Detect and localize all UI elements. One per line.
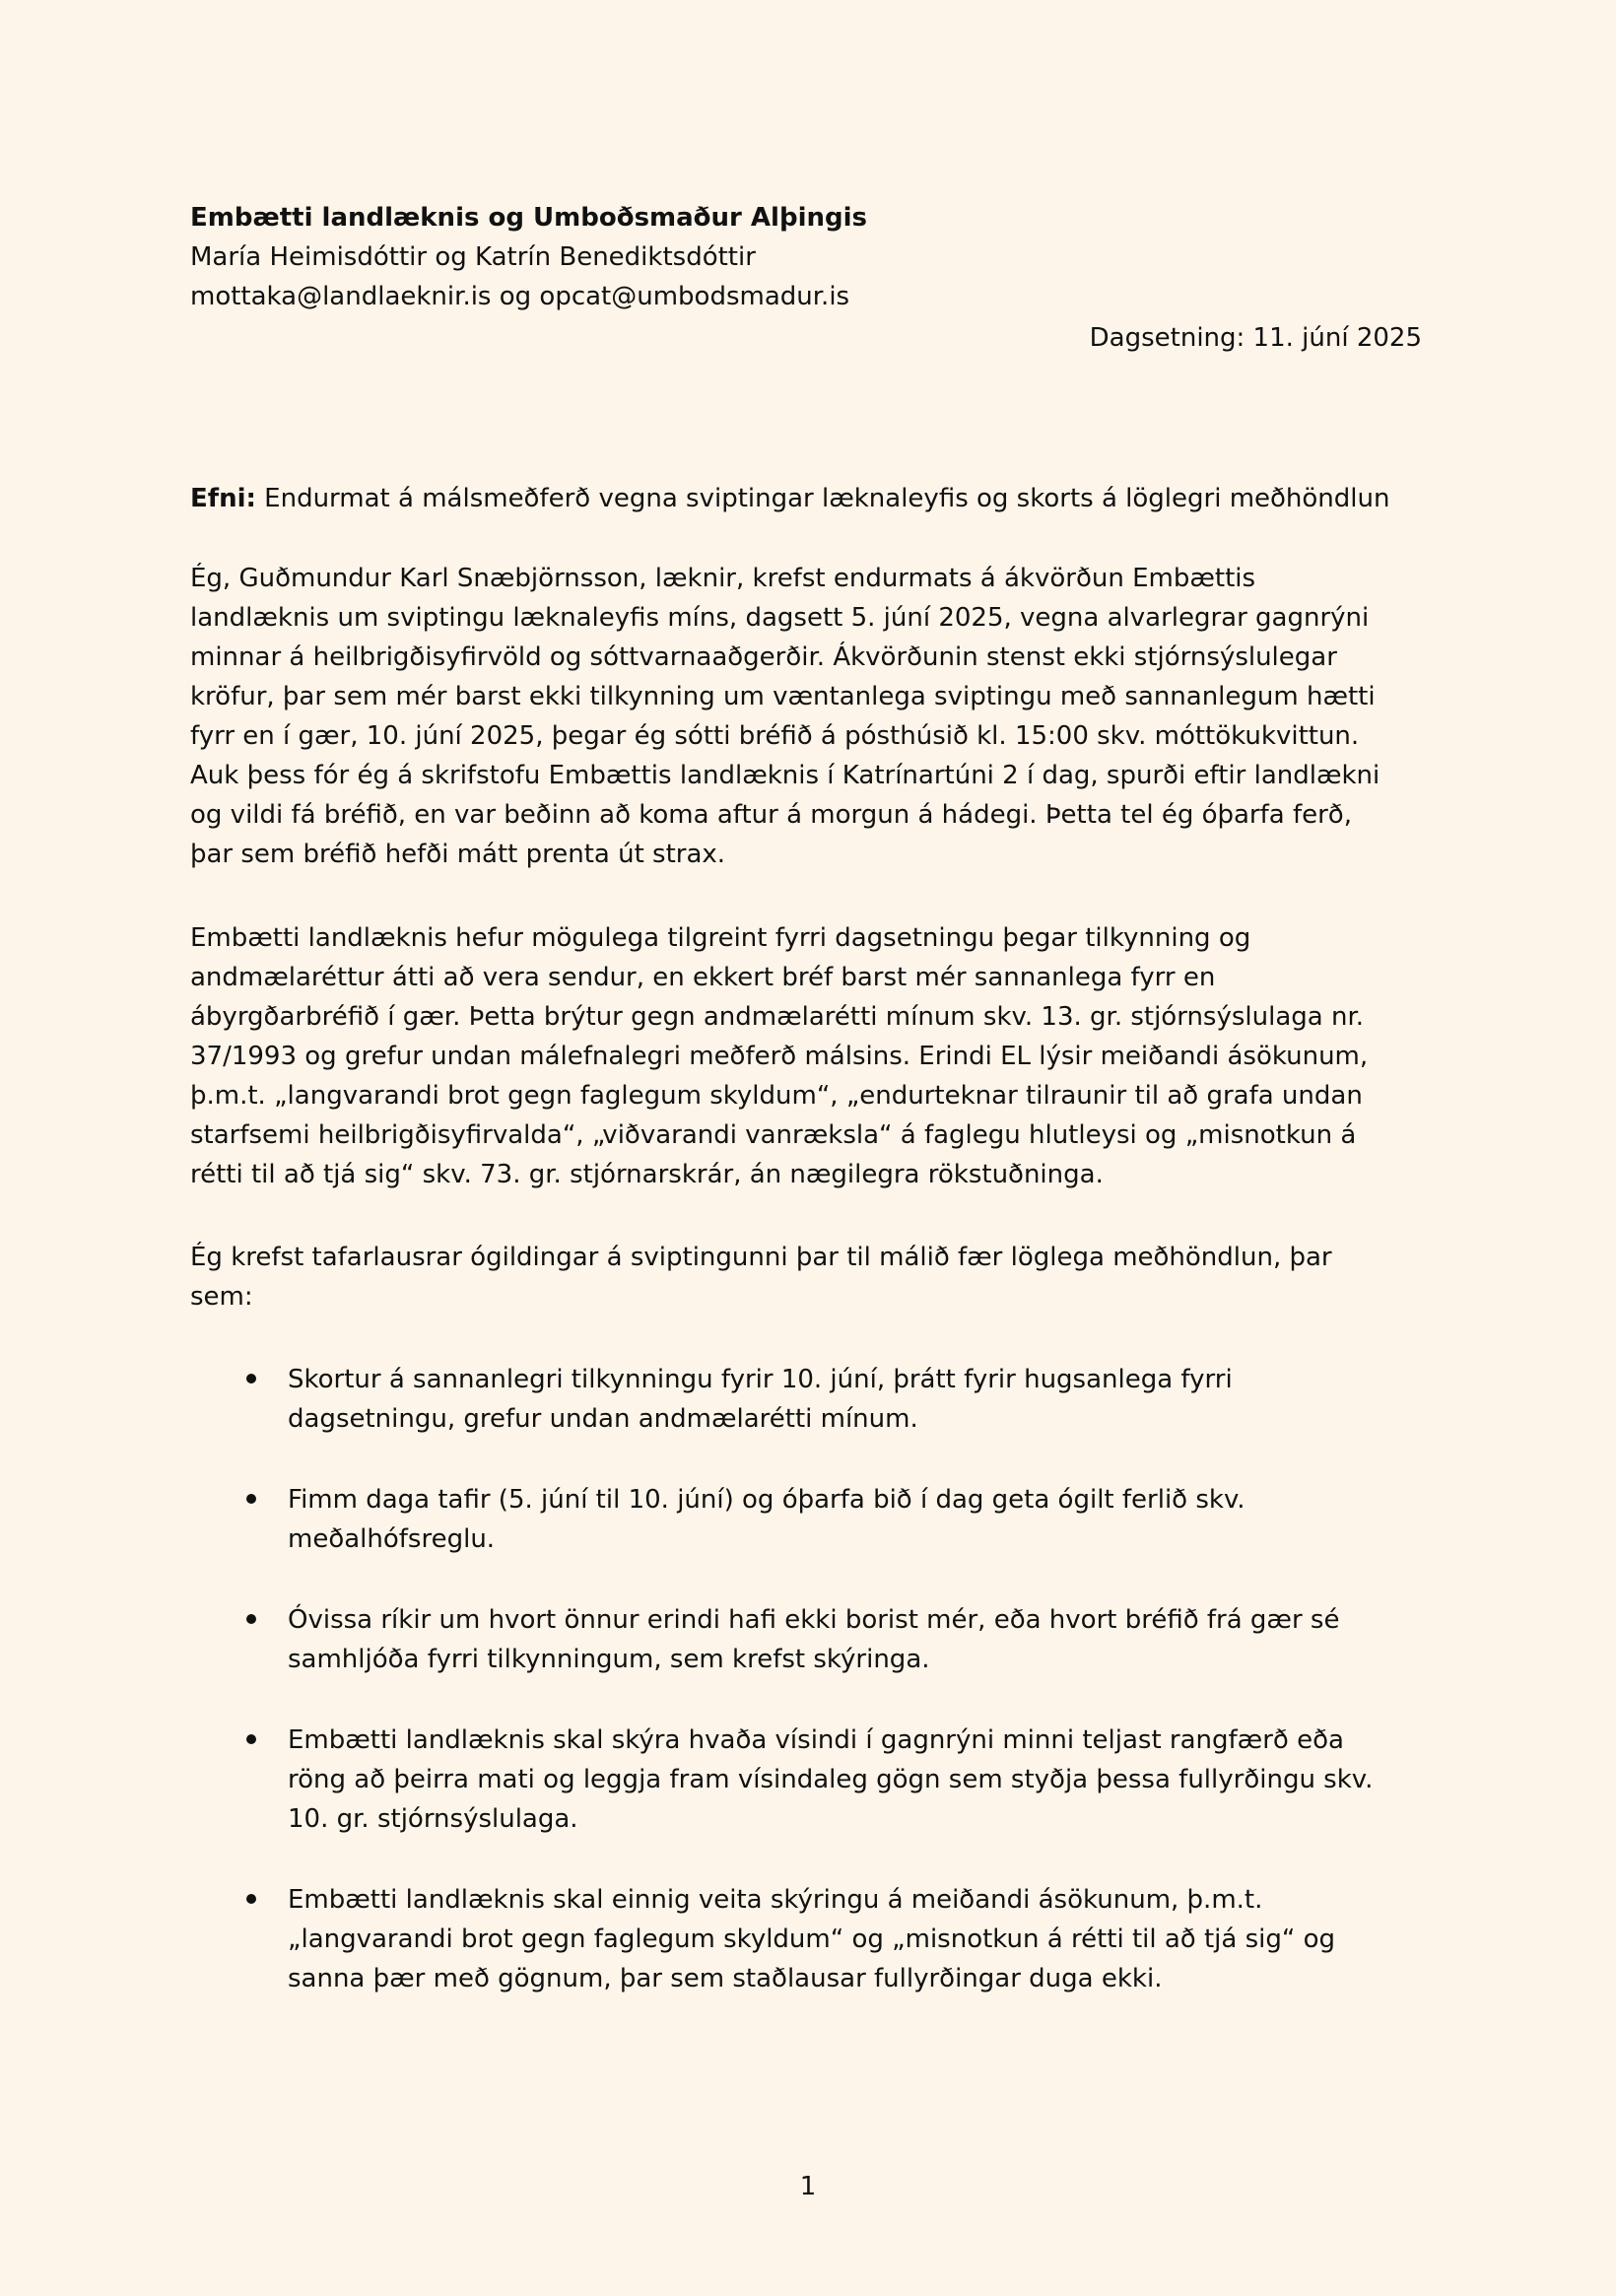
- paragraph-line: og vildi fá bréfið, en var beðinn að koma aftur á morgun á hádegi. Þetta tel ég óþarfa ferð,: [190, 800, 1352, 830]
- bullet-line: Embætti landlæknis skal skýra hvaða vísindi í gagnrýni minni teljast rangfærð eða: [288, 1725, 1344, 1755]
- bullet-line: Skortur á sannanlegri tilkynningu fyrir 10. júní, þrátt fyrir hugsanlega fyrri: [288, 1365, 1233, 1394]
- paragraph-line: landlæknis um sviptingu læknaleyfis míns, dagsett 5. júní 2025, vegna alvarlegrar gagnrýni: [190, 603, 1370, 633]
- bullet-line: samhljóða fyrri tilkynningum, sem krefst skýringa.: [288, 1645, 930, 1674]
- paragraph-line: Ég krefst tafarlausrar ógildingar á sviptingunni þar til málið fær löglega meðhöndlun, þar: [190, 1243, 1332, 1272]
- paragraph-2: [190, 918, 1422, 1194]
- paragraph-line: kröfur, þar sem mér barst ekki tilkynning um væntanlega sviptingu með sannanlegum hætti: [190, 682, 1376, 711]
- paragraph-line: 37/1993 og grefur undan málefnalegri meðferð málsins. Erindi EL lýsir meiðandi ásökunum,: [190, 1042, 1369, 1071]
- bullet-dot-icon: [246, 1734, 256, 1744]
- subject-text: Endurmat á málsmeðferð vegna sviptingar læknaleyfis og skorts á löglegri meðhöndlun: [255, 484, 1390, 513]
- letter-date: Dagsetning: 11. júní 2025: [1089, 323, 1422, 353]
- paragraph-1: [190, 559, 1422, 874]
- paragraph-line: sem:: [190, 1282, 253, 1312]
- paragraph-3: [190, 1238, 1422, 1317]
- bullet-text: [288, 1721, 1421, 1839]
- bullet-dot-icon: [246, 1894, 256, 1904]
- paragraph-line: minnar á heilbrigðisyfirvöld og sóttvarnaaðgerðir. Ákvörðunin stenst ekki stjórnsýslulegar: [190, 642, 1337, 672]
- paragraph-line: þar sem bréfið hefði mátt prenta út strax.: [190, 840, 726, 869]
- bullet-dot-icon: [246, 1614, 256, 1624]
- letter-header: [190, 198, 1422, 316]
- bullet-line: sanna þær með gögnum, þar sem staðlausar fullyrðingar duga ekki.: [288, 1964, 1163, 1993]
- bullet-text: [288, 1480, 1421, 1559]
- paragraph-line: ábyrgðarbréfið í gær. Þetta brýtur gegn andmælarétti mínum skv. 13. gr. stjórnsýslulaga nr.: [190, 1002, 1365, 1032]
- bullet-text: [288, 1880, 1421, 1998]
- bullet-line: dagsetningu, grefur undan andmælarétti mínum.: [288, 1404, 918, 1434]
- paragraph-line: Ég, Guðmundur Karl Snæbjörnsson, læknir, krefst endurmats á ákvörðun Embættis: [190, 564, 1256, 593]
- bullet-line: Óvissa ríkir um hvort önnur erindi hafi ekki borist mér, eða hvort bréfið frá gær sé: [288, 1605, 1340, 1635]
- subject-label: Efni:: [190, 484, 256, 513]
- bullet-line: 10. gr. stjórnsýslulaga.: [288, 1804, 578, 1834]
- recipient-organization: Embætti landlæknis og Umboðsmaður Alþingis: [190, 203, 867, 233]
- paragraph-line: andmælaréttur átti að vera sendur, en ekkert bréf barst mér sannanlega fyrr en: [190, 963, 1216, 992]
- recipient-emails: mottaka@landlaeknir.is og opcat@umbodsmadur.is: [190, 282, 850, 311]
- page-number: 1: [799, 2172, 817, 2201]
- bullet-text: [288, 1360, 1421, 1439]
- bullet-line: Embætti landlæknis skal einnig veita skýringu á meiðandi ásökunum, þ.m.t.: [288, 1885, 1263, 1915]
- bullet-line: meðalhófsreglu.: [288, 1524, 496, 1554]
- bullet-line: röng að þeirra mati og leggja fram vísindaleg gögn sem styðja þessa fullyrðingu skv.: [288, 1765, 1374, 1794]
- bullet-text: [288, 1600, 1421, 1679]
- bullet-dot-icon: [246, 1494, 256, 1504]
- bullet-dot-icon: [246, 1374, 256, 1384]
- paragraph-line: rétti til að tjá sig“ skv. 73. gr. stjórnarskrár, án nægilegra rökstuðninga.: [190, 1160, 1104, 1189]
- letter-subject: [190, 479, 1422, 518]
- paragraph-line: starfsemi heilbrigðisyfirvalda“, „viðvarandi vanræksla“ á faglegu hlutleysi og „misnotkun á: [190, 1120, 1357, 1150]
- paragraph-line: Auk þess fór ég á skrifstofu Embættis landlæknis í Katrínartúni 2 í dag, spurði eftir landlækni: [190, 761, 1380, 790]
- paragraph-line: þ.m.t. „langvarandi brot gegn faglegum skyldum“, „endurteknar tilraunir til að grafa undan: [190, 1081, 1363, 1111]
- paragraph-line: fyrr en í gær, 10. júní 2025, þegar ég sótti bréfið á pósthúsið kl. 15:00 skv. móttökukvittun.: [190, 721, 1360, 751]
- recipient-names: María Heimisdóttir og Katrín Benediktsdóttir: [190, 242, 756, 272]
- paragraph-line: Embætti landlæknis hefur mögulega tilgreint fyrri dagsetningu þegar tilkynning og: [190, 923, 1251, 953]
- bullet-line: „langvarandi brot gegn faglegum skyldum“ og „misnotkun á rétti til að tjá sig“ og: [288, 1925, 1336, 1954]
- bullet-line: Fimm daga tafir (5. júní til 10. júní) og óþarfa bið í dag geta ógilt ferlið skv.: [288, 1485, 1246, 1515]
